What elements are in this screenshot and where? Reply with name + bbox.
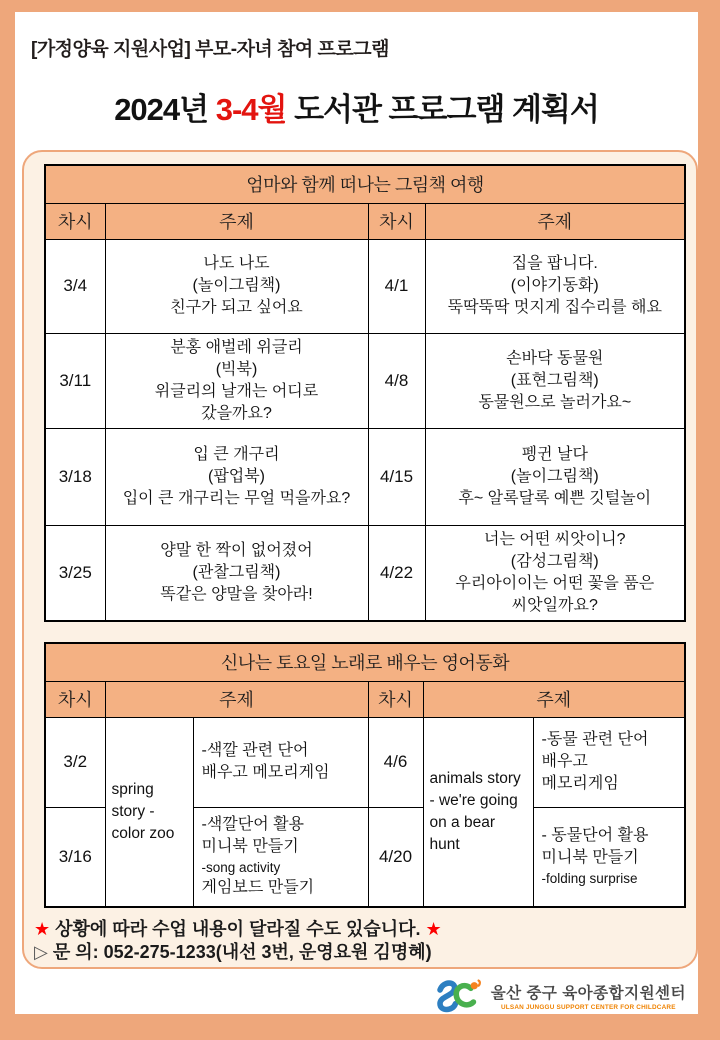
activity-line: -folding surprise: [541, 871, 638, 887]
english-storytime-table: [44, 642, 686, 908]
activity-line: -song activity: [201, 860, 281, 876]
topic-line: 집을 팝니다.: [511, 255, 598, 272]
table1-header-topic-2: 주제: [425, 203, 685, 239]
table1-header-topic-1: 주제: [105, 203, 368, 239]
topic-line: (놀이그림책): [192, 277, 281, 294]
topic-line: 갔을까요?: [201, 404, 272, 422]
topic-line: (팝업북): [207, 467, 266, 485]
table-row: [45, 717, 685, 807]
note-contact: [34, 941, 442, 964]
session-date: 3/16: [45, 807, 105, 907]
title-prefix: 2024년: [114, 92, 216, 127]
activity-line: 미니북 만들기: [541, 849, 639, 867]
page-content: [15, 12, 698, 1014]
activity-line: 게임보드 만들기: [201, 879, 315, 897]
topic-line: 똑같은 양말을 찾아라!: [160, 585, 313, 603]
session-topic: [105, 239, 368, 333]
topic-line: 너는 어떤 씨앗이니?: [484, 530, 626, 548]
topic-line: (관찰그림책): [192, 563, 281, 581]
table1-title: 엄마와 함께 떠나는 그림책 여행: [45, 165, 685, 203]
session-topic: [105, 333, 368, 428]
activity-line: 배우고: [541, 753, 588, 770]
table-row: [45, 525, 685, 621]
session-date: 4/15: [368, 428, 425, 525]
organization-logo: [432, 976, 686, 1016]
note-change-warning: [34, 918, 442, 941]
table2-header-session-2: 차시: [368, 681, 423, 717]
topic-line: 분홍 애벌레 위글리: [170, 338, 303, 356]
topic-line: 씨앗일까요?: [511, 596, 598, 614]
topic-line: 손바닥 동물원: [506, 349, 604, 367]
topic-line: (감성그림책): [510, 552, 599, 570]
program-subtitle: [가정양육 지원사업] 부모-자녀 참여 프로그램: [31, 39, 389, 60]
topic-line: (이야기동화): [510, 277, 599, 294]
session-date: 4/1: [368, 239, 425, 333]
session-date: 3/18: [45, 428, 105, 525]
page-title: [15, 84, 698, 129]
table1-header-session-2: 차시: [368, 203, 425, 239]
star-icon: ★: [425, 919, 442, 939]
table1-header-session-1: 차시: [45, 203, 105, 239]
topic-line: 동물원으로 놀러가요~: [478, 393, 632, 411]
session-topic: [425, 525, 685, 621]
topic-line: 양말 한 짝이 없어졌어: [160, 541, 313, 559]
topic-line: 입이 큰 개구리는 무얼 먹을까요?: [122, 489, 351, 507]
content-panel: [22, 150, 698, 969]
session-date: 3/11: [45, 333, 105, 428]
activity-line: -동물 관련 단어: [541, 731, 649, 748]
session-date: 3/4: [45, 239, 105, 333]
title-suffix: 도서관 프로그램 계획서: [286, 92, 599, 127]
topic-line: (놀이그림책): [510, 467, 599, 485]
session-date: 4/6: [368, 717, 423, 807]
session-topic: [425, 239, 685, 333]
table2-title: 신나는 토요일 노래로 배우는 영어동화: [45, 643, 685, 681]
session-date: 3/2: [45, 717, 105, 807]
topic-line: 펭귄 날다: [521, 445, 588, 463]
session-topic: [425, 428, 685, 525]
table2-header-topic-1: 주제: [105, 681, 368, 717]
activity-line: 미니북 만들기: [201, 838, 299, 856]
table2-header-topic-2: 주제: [423, 681, 685, 717]
session-date: 4/20: [368, 807, 423, 907]
topic-line: 나도 나도: [203, 255, 270, 272]
footer-notes: [34, 918, 442, 964]
session-date: 4/8: [368, 333, 425, 428]
star-icon: ★: [34, 919, 51, 939]
topic-line: 뚝딱뚝딱 멋지게 집수리를 해요: [447, 299, 662, 316]
topic-line: 위글리의 날개는 어디로: [154, 382, 319, 400]
activity-line: 메모리게임: [541, 775, 619, 792]
session-activity: [533, 807, 685, 907]
session-date: 3/25: [45, 525, 105, 621]
activity-line: -색깔 관련 단어: [201, 742, 309, 759]
story-theme: animals story - we're going on a bear hunt: [423, 717, 533, 907]
session-activity: [193, 717, 368, 807]
table-row: [45, 239, 685, 333]
table2-header-session-1: 차시: [45, 681, 105, 717]
session-activity: [533, 717, 685, 807]
topic-line: 친구가 되고 싶어요: [170, 299, 303, 316]
topic-line: (표현그림책): [510, 371, 599, 389]
session-topic: [425, 333, 685, 428]
triangle-bullet-icon: ▷: [34, 942, 48, 962]
activity-line: -색깔단어 활용: [201, 816, 305, 834]
contact-text: 문 의: 052-275-1233(내선 3번, 운영요원 김명혜): [47, 942, 432, 962]
table-row: [45, 333, 685, 428]
logo-korean-name: 울산 중구 육아종합지원센터: [490, 985, 686, 1002]
topic-line: 후~ 알록달록 예쁜 깃털놀이: [458, 489, 652, 507]
session-date: 4/22: [368, 525, 425, 621]
topic-line: (빅북): [215, 360, 258, 378]
topic-line: 입 큰 개구리: [193, 445, 280, 463]
topic-line: 우리아이이는 어떤 꽃을 품은: [455, 574, 655, 592]
session-topic: [105, 525, 368, 621]
activity-line: - 동물단어 활용: [541, 827, 649, 845]
table-row: [45, 428, 685, 525]
logo-swirl-icon: [432, 978, 484, 1014]
story-theme: spring story - color zoo: [105, 717, 193, 907]
activity-line: 배우고 메모리게임: [201, 764, 330, 781]
note-text: 상황에 따라 수업 내용이 달라질 수도 있습니다.: [50, 919, 426, 939]
picturebook-program-table: [44, 164, 686, 622]
logo-english-name: ULSAN JUNGGU SUPPORT CENTER FOR CHILDCARE: [500, 1004, 676, 1011]
title-month-highlight: 3-4월: [215, 92, 287, 127]
logo-text: [491, 981, 686, 1011]
session-activity: [193, 807, 368, 907]
session-topic: [105, 428, 368, 525]
